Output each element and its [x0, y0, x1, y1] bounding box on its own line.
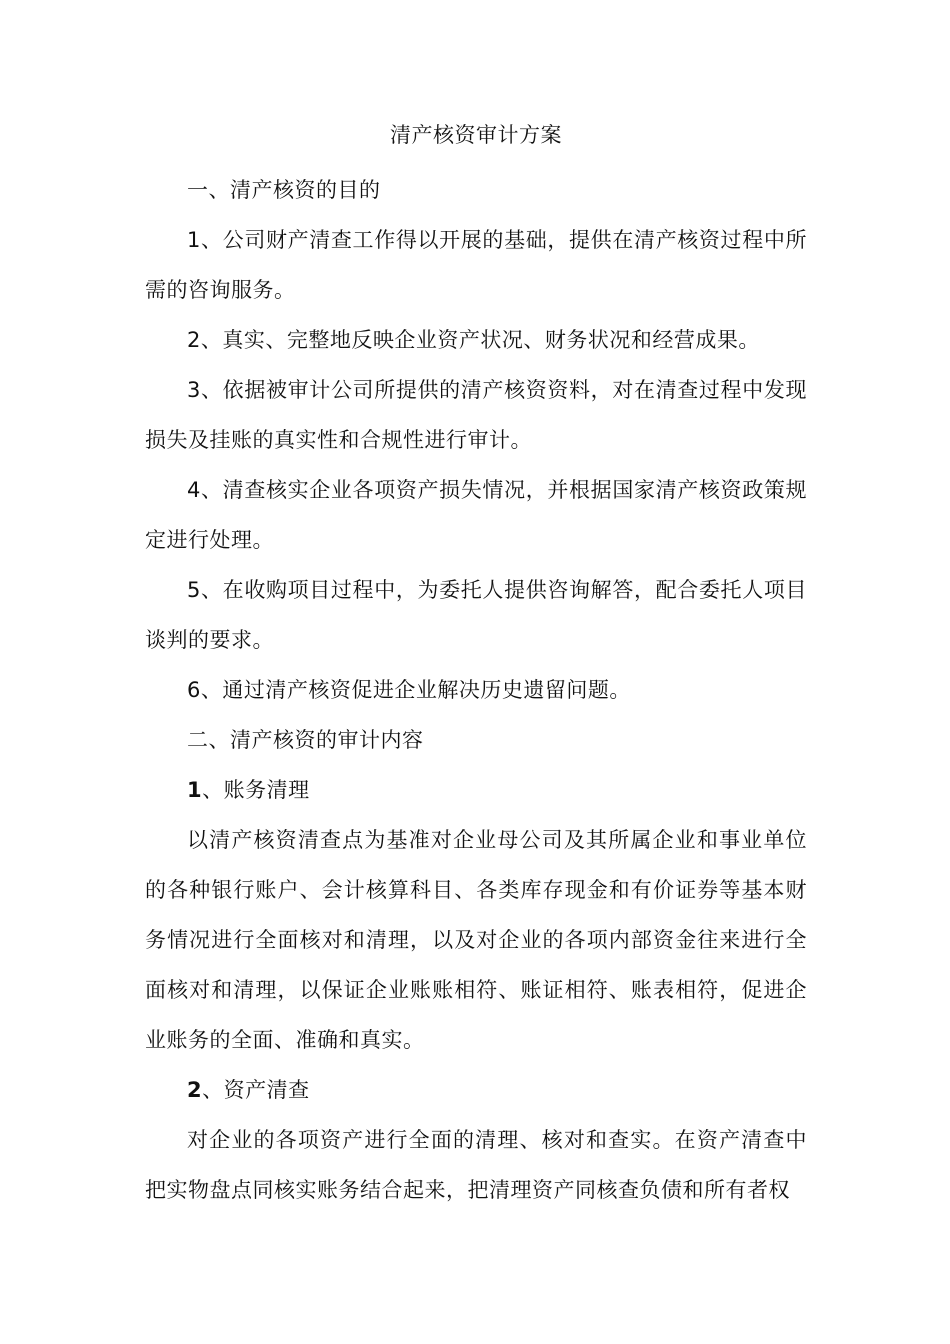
section-heading-content: 二、清产核资的审计内容 [187, 728, 424, 752]
purpose-item-2: 2、真实、完整地反映企业资产状况、财务状况和经营成果。 [187, 328, 760, 352]
purpose-item-1: 1、公司财产清查工作得以开展的基础，提供在清产核资过程中所需的咨询服务。 [145, 228, 807, 302]
purpose-item-5: 5、在收购项目过程中，为委托人提供咨询解答，配合委托人项目谈判的要求。 [145, 578, 807, 652]
subsection-heading-assets: 2、资产清查 [187, 1078, 310, 1102]
section-heading-purpose: 一、清产核资的目的 [187, 178, 381, 202]
purpose-item-3: 3、依据被审计公司所提供的清产核资资料，对在清查过程中发现损失及挂账的真实性和合规性进行审计。 [145, 378, 807, 452]
document-body [145, 115, 807, 1215]
purpose-item-6: 6、通过清产核资促进企业解决历史遗留问题。 [187, 678, 631, 702]
purpose-item-4: 4、清查核实企业各项资产损失情况，并根据国家清产核资政策规定进行处理。 [145, 478, 807, 552]
accounts-paragraph: 以清产核资清查点为基准对企业母公司及其所属企业和事业单位的各种银行账户、会计核算科目、各类库存现金和有价证券等基本财务情况进行全面核对和清理，以及对企业的各项内部资金往来进行全面核对和清理，以保证企业账账相符、账证相符、账表相符，促进企业账务的全面、准确和真实。 [145, 828, 807, 1052]
subsection-heading-accounts: 1、账务清理 [187, 778, 310, 802]
assets-paragraph: 对企业的各项资产进行全面的清理、核对和查实。在资产清查中把实物盘点同核实账务结合起来，把清理资产同核查负债和所有者权 [145, 1128, 807, 1202]
document-title: 清产核资审计方案 [390, 123, 562, 147]
